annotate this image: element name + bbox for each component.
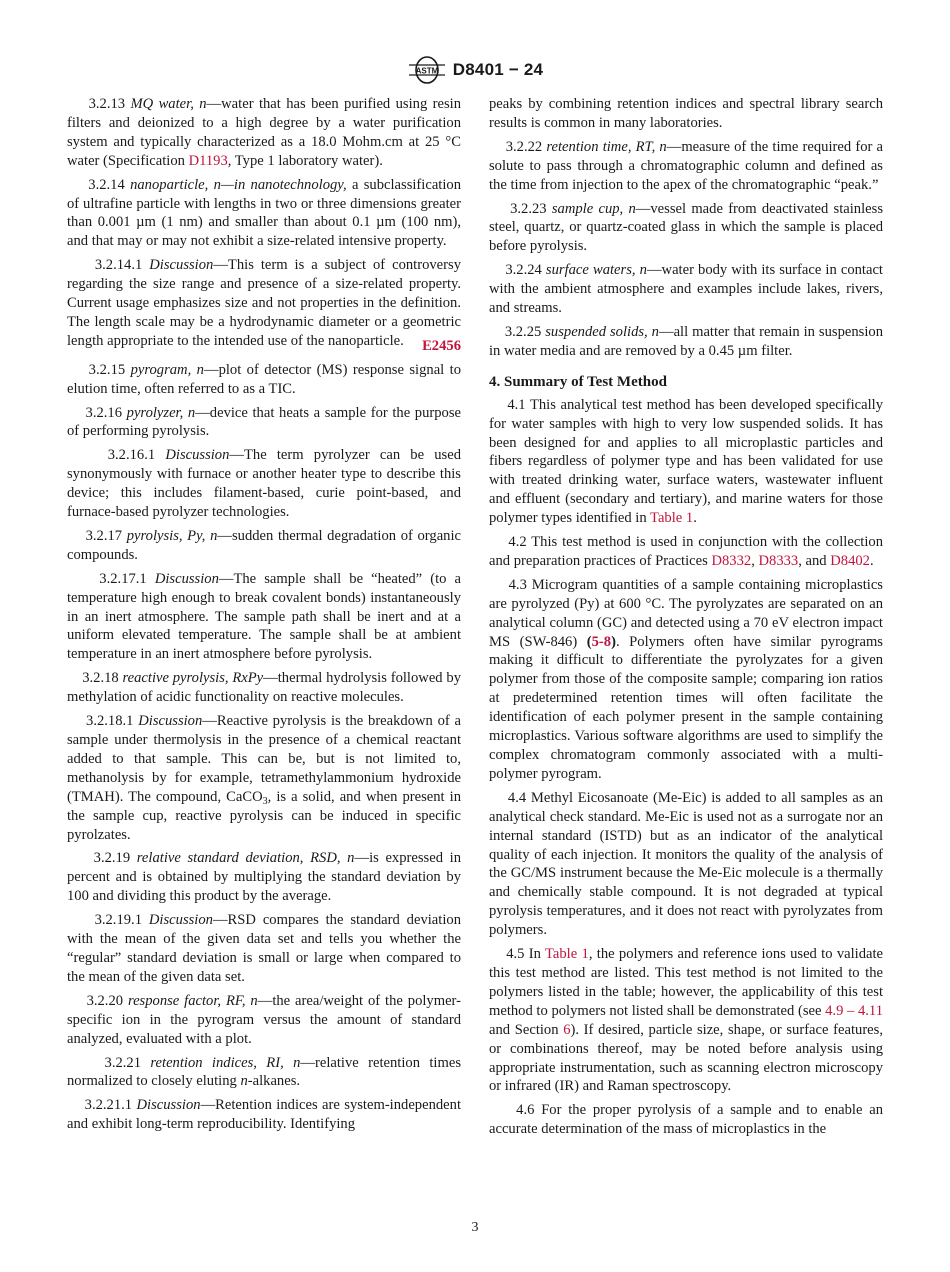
- para-3-2-16-1: 3.2.16.1 Discussion—The term pyrolyzer can be used synonymously with furnace or another heater type to describe this device; this includes filament-based, curie point-based, and furnace-based pyrolyzer technologies.: [67, 447, 462, 521]
- page-number: 3: [471, 1220, 479, 1235]
- para-3-2-14: 3.2.14 nanoparticle, n—in nanotechnology, a subclassification of ultrafine particle with lengths in two or three dimensions greater than 0.001 µm (1 nm) and smaller than about 0.1 µm (100 nm), and that may or may not exhibit a size-related intensive property.: [67, 176, 462, 250]
- para-3-2-21: 3.2.21 retention indices, RI, n—relative retention times normalized to closely eluting n-alkanes.: [67, 1054, 461, 1090]
- para-4-2: 4.2 This test method is used in conjunction with the collection and preparation practices of Practices D8332, D8333, and D8402.: [489, 534, 883, 569]
- para-3-2-14-1: 3.2.14.1 Discussion—This term is a subject of controversy regarding the size range and presence of a size-related property. Current usage emphasizes size and not properties in the definition. The length scale may be a hydrodynamic diameter or a geometric length appropriate to the intended use of the nanoparticle.: [67, 257, 461, 349]
- para-3-2-13: 3.2.13 MQ water, n—water that has been purified using resin filters and deionized to a high degree by a water purification system and typically characterized as a 18.0 Mohm.cm at 25 °C water (Specification D1193, Type 1 laboratory water).: [67, 96, 462, 169]
- ref-5-8-link[interactable]: 5-8: [591, 633, 612, 650]
- para-3-2-23: 3.2.23 sample cup, n—vessel made from deactivated stainless steel, quartz, or quartz-coated glass in which the sample is placed before pyrolysis.: [489, 200, 883, 255]
- ref-e2456-link[interactable]: E2456: [422, 337, 461, 354]
- right-column: [489, 95, 883, 1144]
- ref-d8402-link[interactable]: D8402: [830, 552, 870, 569]
- para-3-2-24: 3.2.24 surface waters, n—water body with its surface in contact with the ambient atmosphere and examples include lakes, rivers, and streams.: [489, 262, 883, 317]
- para-3-2-18-1: 3.2.18.1 Discussion—Reactive pyrolysis is the breakdown of a sample under thermolysis in the presence of a chemical reactant added to that sample. This can be, but is not limited to, methanolysis by for example, tetramethylammonium hydroxide (TMAH). The compound, CaCO$_3$, is a solid, and when present in the sample cup, reactive pyrolysis can be induced in specific pyrolzates.: [67, 713, 462, 843]
- para-3-2-17-1: 3.2.17.1 Discussion—The sample shall be “heated” (to a temperature high enough to break covalent bonds) instantaneously in an inert atmosphere. The sample path shall be inert and at a uniform elevated temperature. The sample shall be at ambient temperature in an inert atmosphere before pyrolysis.: [67, 570, 461, 663]
- para-4-1: 4.1 This analytical test method has been developed specifically for water samples with high to very low suspended solids. It has been designed for and applies to all microplastic particles and fibers regardless of polymer type and has been validated for use with treated drinking water, surface waters, wastewater influent and effluent (secondary and tertiary), and marine waters for those polymer types identified in Table 1.: [489, 396, 883, 527]
- ref-d8332-link[interactable]: D8332: [711, 552, 752, 569]
- para-3-2-19-1: 3.2.19.1 Discussion—RSD compares the standard deviation with the mean of the given data set and tells you whether the “regular” standard deviation is small or large when compared to the mean of the given data set.: [67, 912, 461, 985]
- ref-section-6-link[interactable]: 6: [563, 1021, 571, 1038]
- para-3-2-15: 3.2.15 pyrogram, n—plot of detector (MS) response signal to elution time, often referred to as a TIC.: [67, 361, 461, 397]
- para-4-4: 4.4 Methyl Eicosanoate (Me-Eic) is added to all samples as an analytical check standard. Me-Eic is used not as a surrogate nor an internal standard (ISTD) but as an indicator of the analytical quality of each injection. It monitors the quality of the analysis of the GC/MS instrument because the Me-Eic molecule is a thermally and chemically stable compound. It is not degraded at typical pyrolysis temperatures, and it does not react with pyrolyzates from polymers.: [489, 789, 884, 939]
- ref-4-9-4-11-link[interactable]: 4.9 – 4.11: [825, 1002, 883, 1019]
- para-3-2-18: 3.2.18 reactive pyrolysis, RxPy—thermal hydrolysis followed by methylation of acidic functionality on reactive molecules.: [67, 670, 461, 706]
- document-designation: D8401 − 24: [452, 60, 544, 79]
- page-header: [0, 54, 950, 86]
- para-3-2-17: 3.2.17 pyrolysis, Py, n—sudden thermal degradation of organic compounds.: [67, 527, 462, 563]
- para-3-2-25: 3.2.25 suspended solids, n—all matter that remain in suspension in water media and are removed by a 0.45 µm filter.: [489, 323, 883, 359]
- svg-text:ASTM: ASTM: [415, 66, 439, 76]
- left-column: [67, 95, 461, 1139]
- para-3-2-20: 3.2.20 response factor, RF, n—the area/weight of the polymer-specific ion in the pyrogram versus the amount of standard analyzed, evaluated with a plot.: [67, 992, 461, 1047]
- para-4-3: 4.3 Microgram quantities of a sample containing microplastics are pyrolyzed (Py) at 600 °C. The pyrolyzates are separated on an analytical column (GC) and detected using a 70 eV electron impact MS (SW-846) (5-8). Polymers often have similar pyrograms making it difficult to differentiate the pyrolyzates for a given polymer from those of the composite sample; comparing ion ratios at predetermined retention times will often facilitate the identification of each polymer present in the sample containing microplastics. Various software algorithms are used to simplify the complex chromatogram commonly associated with a multi-polymer pyrogram.: [489, 576, 883, 782]
- section-4-heading: 4. Summary of Test Method: [489, 373, 667, 390]
- para-3-2-19: 3.2.19 relative standard deviation, RSD, n—is expressed in percent and is obtained by multiplying the standard deviation by 100 and dividing this product by the average.: [67, 850, 462, 905]
- ref-table-1-link[interactable]: Table 1: [650, 510, 694, 527]
- para-3-2-22: 3.2.22 retention time, RT, n—measure of the time required for a solute to pass through a chromatographic column and defined as the time from injection to the apex of the chromatographic “peak.”: [489, 138, 884, 193]
- astm-logo-icon: [407, 55, 447, 85]
- para-4-5: 4.5 In Table 1, the polymers and reference ions used to validate this test method are listed. This test method is not limited to the polymers listed in the table; however, the applicability of this test method to polymers not listed shall be demonstrated (see 4.9 – 4.11 and Section 6). If desired, particle size, shape, or surface features, or combinations thereof, may be noted before analysis using appropriate instrumentation, such as scanning electron microscopy or infrared (IR) and Raman spectroscopy.: [489, 946, 884, 1095]
- ref-d8333-link[interactable]: D8333: [758, 552, 799, 569]
- para-4-6: 4.6 For the proper pyrolysis of a sample and to enable an accurate determination of the mass of microplastics in the: [489, 1102, 883, 1138]
- ref-table-1-link[interactable]: Table 1: [545, 946, 589, 963]
- para-3-2-16: 3.2.16 pyrolyzer, n—device that heats a sample for the purpose of performing pyrolysis.: [67, 404, 462, 440]
- para-continuation: peaks by combining retention indices and spectral library search results is common in many laboratories.: [489, 96, 883, 131]
- para-3-2-21-1: 3.2.21.1 Discussion—Retention indices are system-independent and exhibit long-term reproducibility. Identifying: [67, 1097, 462, 1133]
- ref-d1193-link[interactable]: D1193: [188, 152, 228, 169]
